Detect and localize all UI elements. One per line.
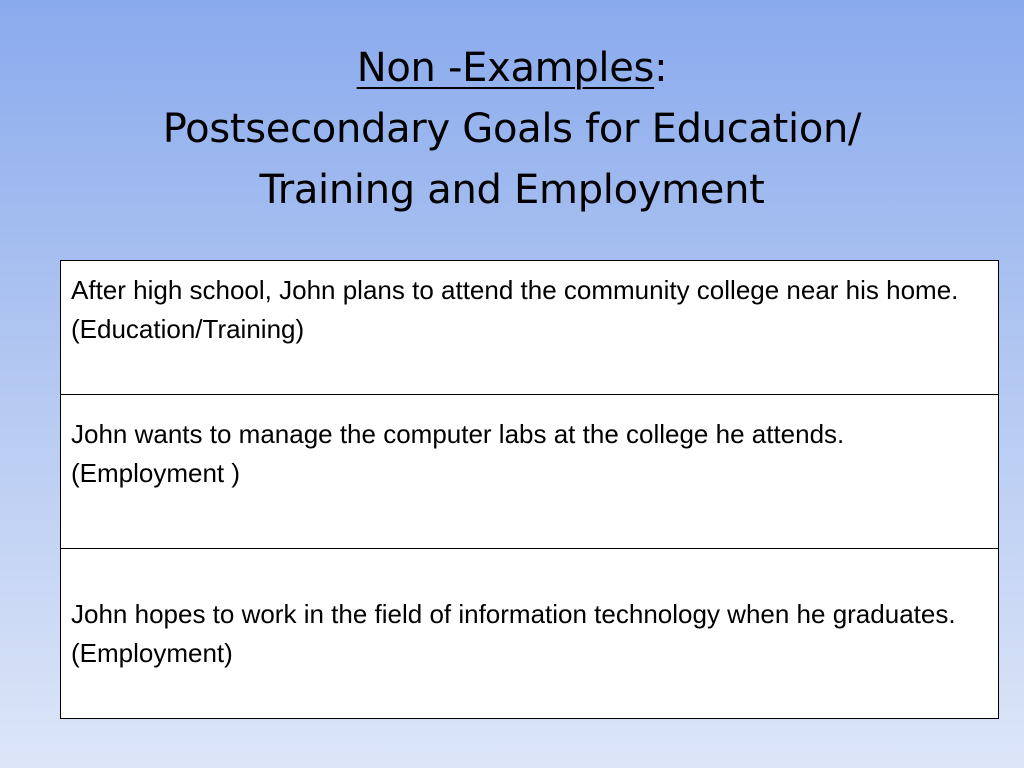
goal-text: John hopes to work in the field of information technology when he graduates. (Employment) <box>71 599 956 668</box>
goal-row-employment-it <box>61 549 998 718</box>
goal-row-education <box>61 261 998 395</box>
title-non-examples: Non -Examples <box>356 45 655 91</box>
goals-table <box>60 260 999 719</box>
goal-row-employment-labs <box>61 395 998 549</box>
title-line-1 <box>0 38 1024 99</box>
title-colon: : <box>654 45 668 91</box>
goal-text: After high school, John plans to attend the community college near his home. (Education/Training) <box>71 275 959 344</box>
goal-text: John wants to manage the computer labs at the college he attends. (Employment ) <box>71 419 845 488</box>
title-line-3: Training and Employment <box>259 167 765 213</box>
slide-title <box>0 38 1024 221</box>
title-line-2: Postsecondary Goals for Education/ <box>162 106 862 152</box>
